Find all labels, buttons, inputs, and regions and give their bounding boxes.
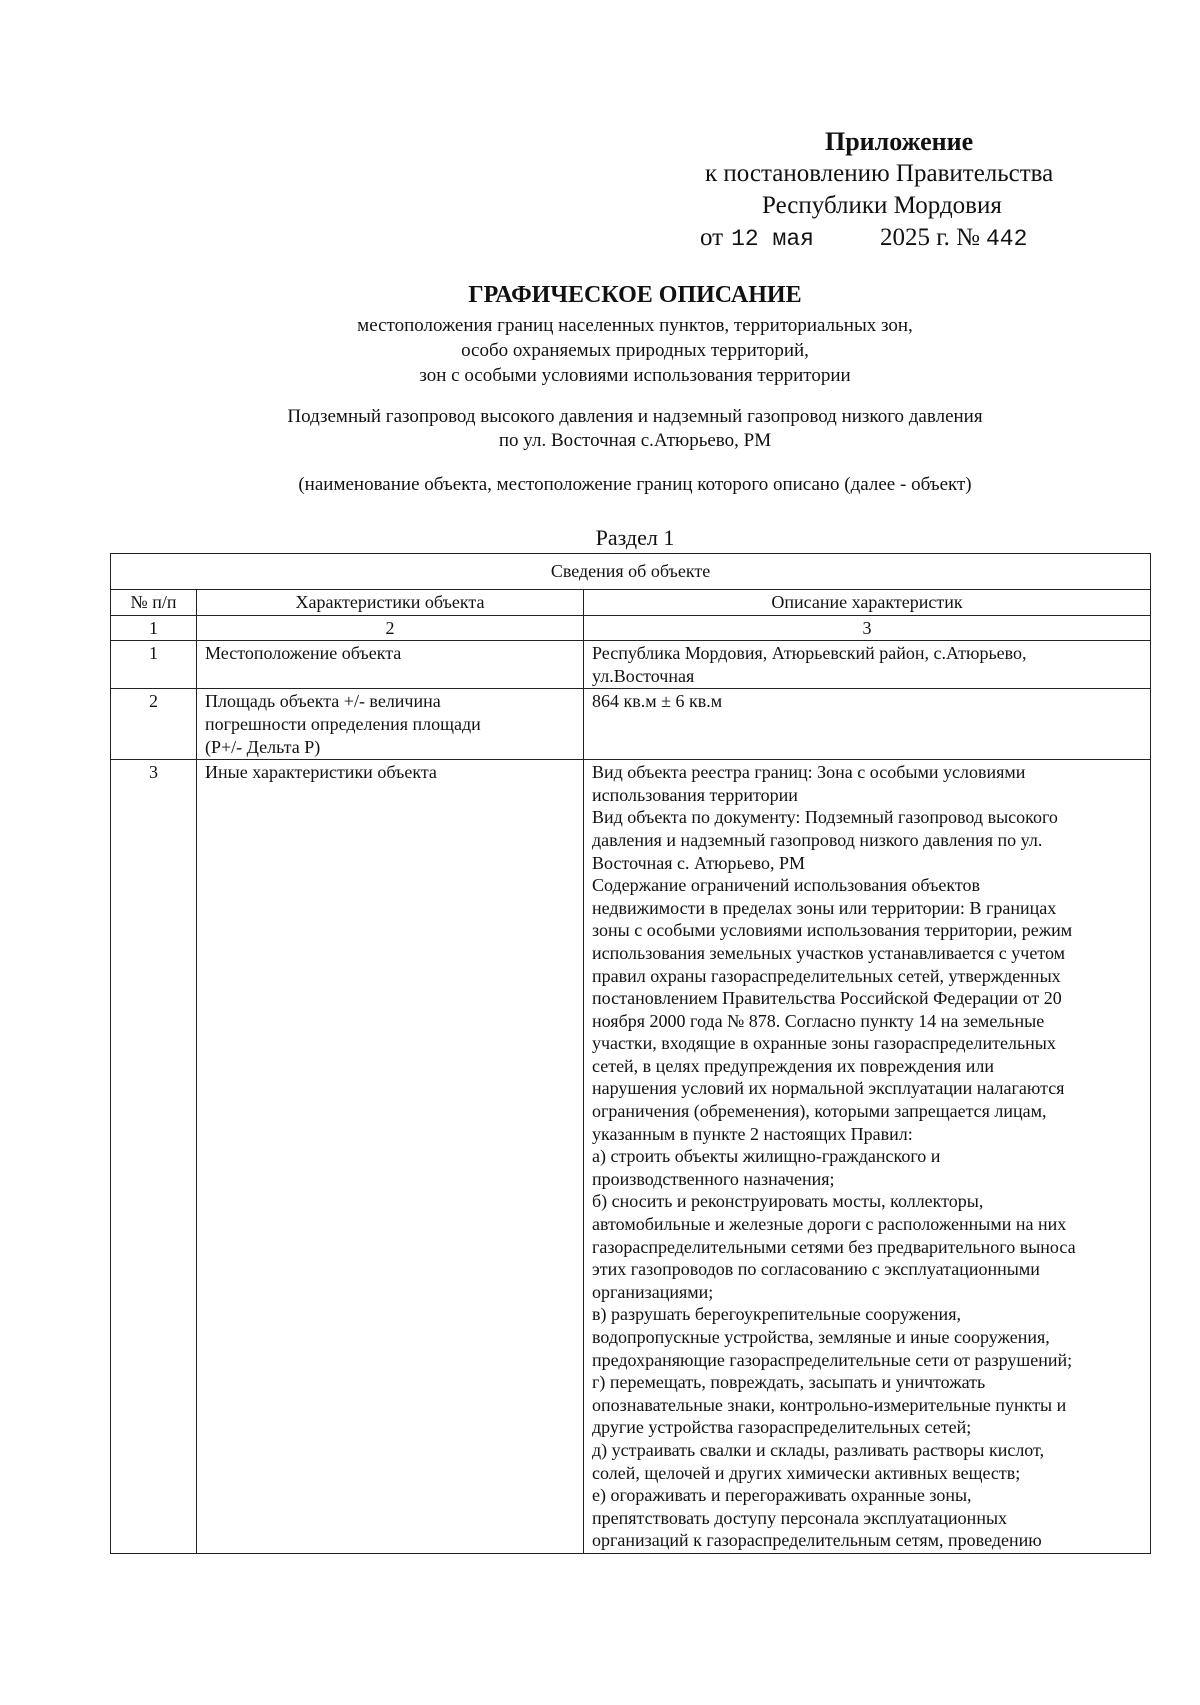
description-line: использования территории <box>592 784 798 805</box>
description-line: г) перемещать, повреждать, засыпать и уничтожать <box>592 1372 986 1393</box>
description-line: правил охраны газораспределительных сетей, утвержденных <box>592 965 1061 986</box>
description-line: а) строить объекты жилищно-гражданского и <box>592 1146 941 1167</box>
description-line: опознавательные знаки, контрольно-измерительные пункты и <box>592 1394 1067 1415</box>
object-info-table <box>110 553 1151 1554</box>
description-line: водопропускные устройства, земляные и иные сооружения, <box>592 1327 1050 1347</box>
description-line: е) огораживать и перегораживать охранные зоны, <box>592 1485 972 1506</box>
description-line: Республика Мордовия, Атюрьевский район, с.Атюрьево, <box>592 643 1027 664</box>
object-caption: (наименование объекта, местоположение границ которого описано (далее - объект) <box>298 474 972 495</box>
appendix-line-resolution: к постановлению Правительства <box>705 160 1054 187</box>
description-line: ноября 2000 года № 878. Согласно пункту 14 на земельные <box>592 1010 1045 1031</box>
appendix-year: 2025 г. № <box>879 224 980 251</box>
column-number: 2 <box>197 615 584 641</box>
table-caption: Сведения об объекте <box>111 554 1151 590</box>
header-number: № п/п <box>111 590 197 616</box>
appendix-number: 442 <box>985 226 1028 252</box>
characteristic-line: погрешности определения площади <box>205 713 481 734</box>
appendix-line-republic: Республики Мордовия <box>762 192 1002 219</box>
description-line: Вид объекта реестра границ: Зона с особыми условиями <box>592 762 1026 783</box>
column-number: 1 <box>111 615 197 641</box>
row-description <box>584 689 1151 760</box>
appendix-date-line <box>700 222 1100 255</box>
description-line: организациями; <box>592 1281 714 1302</box>
description-line: этих газопроводов по согласованию с эксплуатационными <box>592 1259 1040 1280</box>
description-line: Восточная с. Атюрьево, РМ <box>592 852 806 873</box>
description-line: в) разрушать берегоукрепительные сооружения, <box>592 1304 961 1325</box>
description-line: Вид объекта по документу: Подземный газопровод высокого <box>592 807 1058 828</box>
table-body <box>111 641 1151 1554</box>
header-description: Описание характеристик <box>584 590 1151 616</box>
object-name <box>0 405 1200 453</box>
row-characteristic <box>197 760 584 1554</box>
description-line: ограничения (обременения), которыми запрещается лицам, <box>592 1101 1047 1122</box>
description-line: давления и надземный газопровод низкого давления по ул. <box>592 829 1043 850</box>
characteristic-line: Местоположение объекта <box>205 643 402 664</box>
description-line: газораспределительными сетями без предварительного выноса <box>592 1236 1076 1257</box>
appendix-heading: Приложение <box>825 127 974 156</box>
description-line: зоны с особыми условиями использования территории, режим <box>592 920 1073 941</box>
appendix-block <box>700 126 1100 255</box>
subtitle-line: зон с особыми условиями использования территории <box>419 365 851 386</box>
row-characteristic <box>197 641 584 689</box>
column-number: 3 <box>584 615 1151 641</box>
table-caption-row <box>111 554 1151 590</box>
document-title: ГРАФИЧЕСКОЕ ОПИСАНИЕ <box>468 282 802 308</box>
header-characteristics: Характеристики объекта <box>197 590 584 616</box>
table-row <box>111 689 1151 760</box>
description-line: 864 кв.м ± 6 кв.м <box>592 691 723 712</box>
description-line: сетей, в целях предупреждения их повреждения или <box>592 1055 994 1076</box>
table-row <box>111 760 1151 1554</box>
row-description <box>584 760 1151 1554</box>
object-name-line: по ул. Восточная с.Атюрьево, РМ <box>498 430 772 451</box>
table-row <box>111 641 1151 689</box>
row-number: 1 <box>111 641 197 689</box>
description-line: производственного назначения; <box>592 1168 835 1189</box>
row-number: 3 <box>111 760 197 1554</box>
row-description <box>584 641 1151 689</box>
description-line: организаций к газораспределительным сетям, проведению <box>592 1530 1042 1551</box>
description-line: автомобильные и железные дороги с расположенными на них <box>592 1214 1067 1235</box>
description-line: предохраняющие газораспределительные сети от разрушений; <box>592 1349 1073 1370</box>
description-line: недвижимости в пределах зоны или территории: В границах <box>592 897 1057 918</box>
subtitle-line: особо охраняемых природных территорий, <box>461 340 809 361</box>
document-subtitle <box>0 313 1200 388</box>
appendix-date: 12 мая <box>731 226 814 252</box>
characteristic-line: Площадь объекта +/- величина <box>205 691 441 712</box>
description-line: другие устройства газораспределительных сетей; <box>592 1417 972 1438</box>
characteristic-line: Иные характеристики объекта <box>205 762 437 783</box>
description-line: ул.Восточная <box>592 665 695 686</box>
description-line: солей, щелочей и других химически активных веществ; <box>592 1462 1021 1483</box>
description-line: б) сносить и реконструировать мосты, коллекторы, <box>592 1191 984 1212</box>
appendix-date-prefix: от <box>700 224 724 251</box>
description-line: указанным в пункте 2 настоящих Правил: <box>592 1123 913 1144</box>
description-line: постановлением Правительства Российской Федерации от 20 <box>592 988 1062 1009</box>
description-line: нарушения условий их нормальной эксплуатации налагаются <box>592 1078 1065 1099</box>
table-header-row <box>111 590 1151 616</box>
column-number-row <box>111 615 1151 641</box>
section-title: Раздел 1 <box>595 525 675 550</box>
row-characteristic <box>197 689 584 760</box>
description-line: участки, входящие в охранные зоны газораспределительных <box>592 1033 1056 1054</box>
description-line: д) устраивать свалки и склады, разливать растворы кислот, <box>592 1439 1045 1460</box>
characteristic-line: (Р+/- Дельта Р) <box>205 736 321 757</box>
subtitle-line: местоположения границ населенных пунктов, территориальных зон, <box>357 315 913 336</box>
description-line: Содержание ограничений использования объектов <box>592 875 981 896</box>
row-number: 2 <box>111 689 197 760</box>
description-line: использования земельных участков устанавливается с учетом <box>592 942 1066 963</box>
object-name-line: Подземный газопровод высокого давления и надземный газопровод низкого давления <box>287 406 983 427</box>
description-line: препятствовать доступу персонала эксплуатационных <box>592 1507 1008 1528</box>
